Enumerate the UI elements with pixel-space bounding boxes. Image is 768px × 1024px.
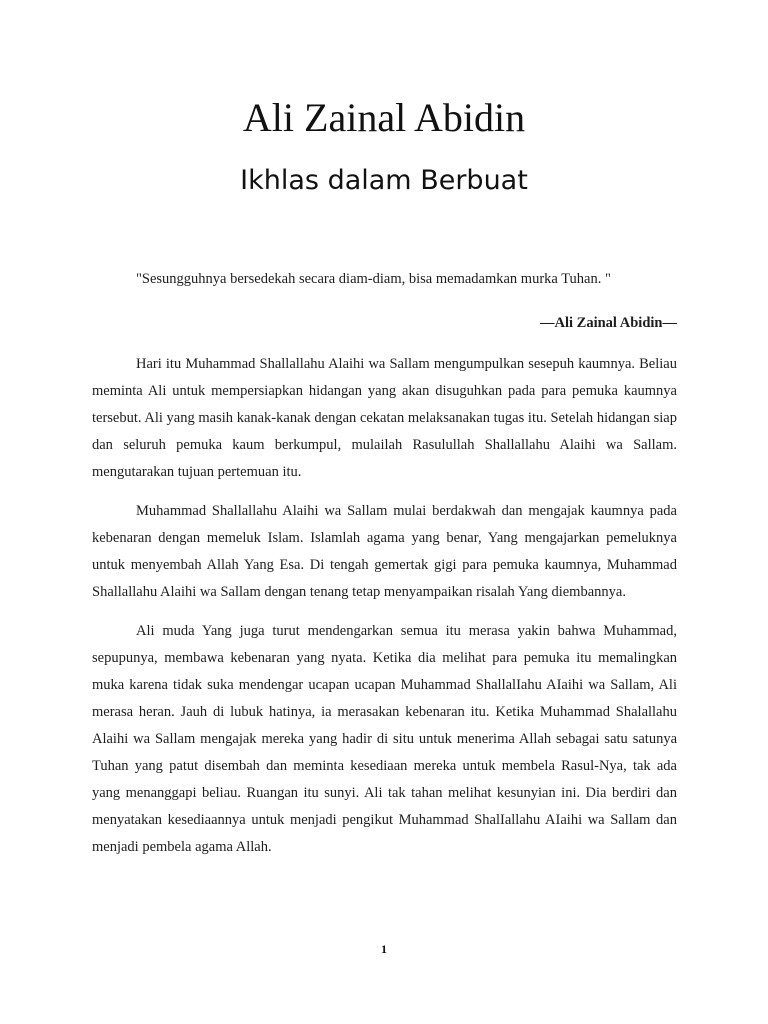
document-title: Ali Zainal Abidin	[242, 95, 526, 140]
body-paragraph-3: Ali muda Yang juga turut mendengarkan semua itu merasa yakin bahwa Muhammad, sepupunya, membawa kebenaran yang nyata. Ketika dia melihat para pemuka itu memalingkan muka karena tidak suka mendengar ucapan ucapan Muhammad ShallalIahu AIaihi wa Sallam, Ali merasa heran. Jauh di lubuk hatinya, ia merasakan kebenaran itu. Ketika Muhammad Shalallahu Alaihi wa Sallam mengajak mereka yang hadir di situ untuk menerima Allah sebagai satu satunya Tuhan yang patut disembah dan meminta kesediaan mereka untuk membela Rasul-Nya, tak ada yang menanggapi beliau. Ruangan itu sunyi. Ali tak tahan melihat kesunyian ini. Dia berdiri dan menyatakan kesediaannya untuk menjadi pengikut Muhammad ShalIallahu AIaihi wa Sallam dan menjadi pembela agama Allah.	[92, 623, 677, 855]
document-subtitle: Ikhlas dalam Berbuat	[240, 165, 528, 196]
epigraph-attribution: —Ali Zainal Abidin—	[540, 315, 677, 331]
page-number: 1	[381, 942, 387, 956]
document-body	[92, 266, 677, 873]
body-paragraph-1: Hari itu Muhammad Shallallahu Alaihi wa Sallam mengumpulkan sesepuh kaumnya. Beliau meminta Ali untuk mempersiapkan hidangan yang akan disuguhkan pada para pemuka kaumnya tersebut. Ali yang masih kanak-kanak dengan cekatan melaksanakan tugas itu. Setelah hidangan siap dan seluruh pemuka kaum berkumpul, mulailah Rasulullah Shallallahu Alaihi wa Sallam. mengutarakan tujuan pertemuan itu.	[92, 356, 677, 480]
body-paragraph-2: Muhammad Shallallahu Alaihi wa Sallam mulai berdakwah dan mengajak kaumnya pada kebenaran dengan memeluk Islam. Islamlah agama yang benar, Yang mengajarkan pemeluknya untuk menyembah Allah Yang Esa. Di tengah gemertak gigi para pemuka kaumnya, Muhammad Shallallahu Alaihi wa Sallam dengan tenang tetap menyampaikan risalah Yang diembannya.	[92, 503, 677, 600]
epigraph-quote: "Sesungguhnya bersedekah secara diam-diam, bisa memadamkan murka Tuhan. "	[136, 271, 611, 287]
